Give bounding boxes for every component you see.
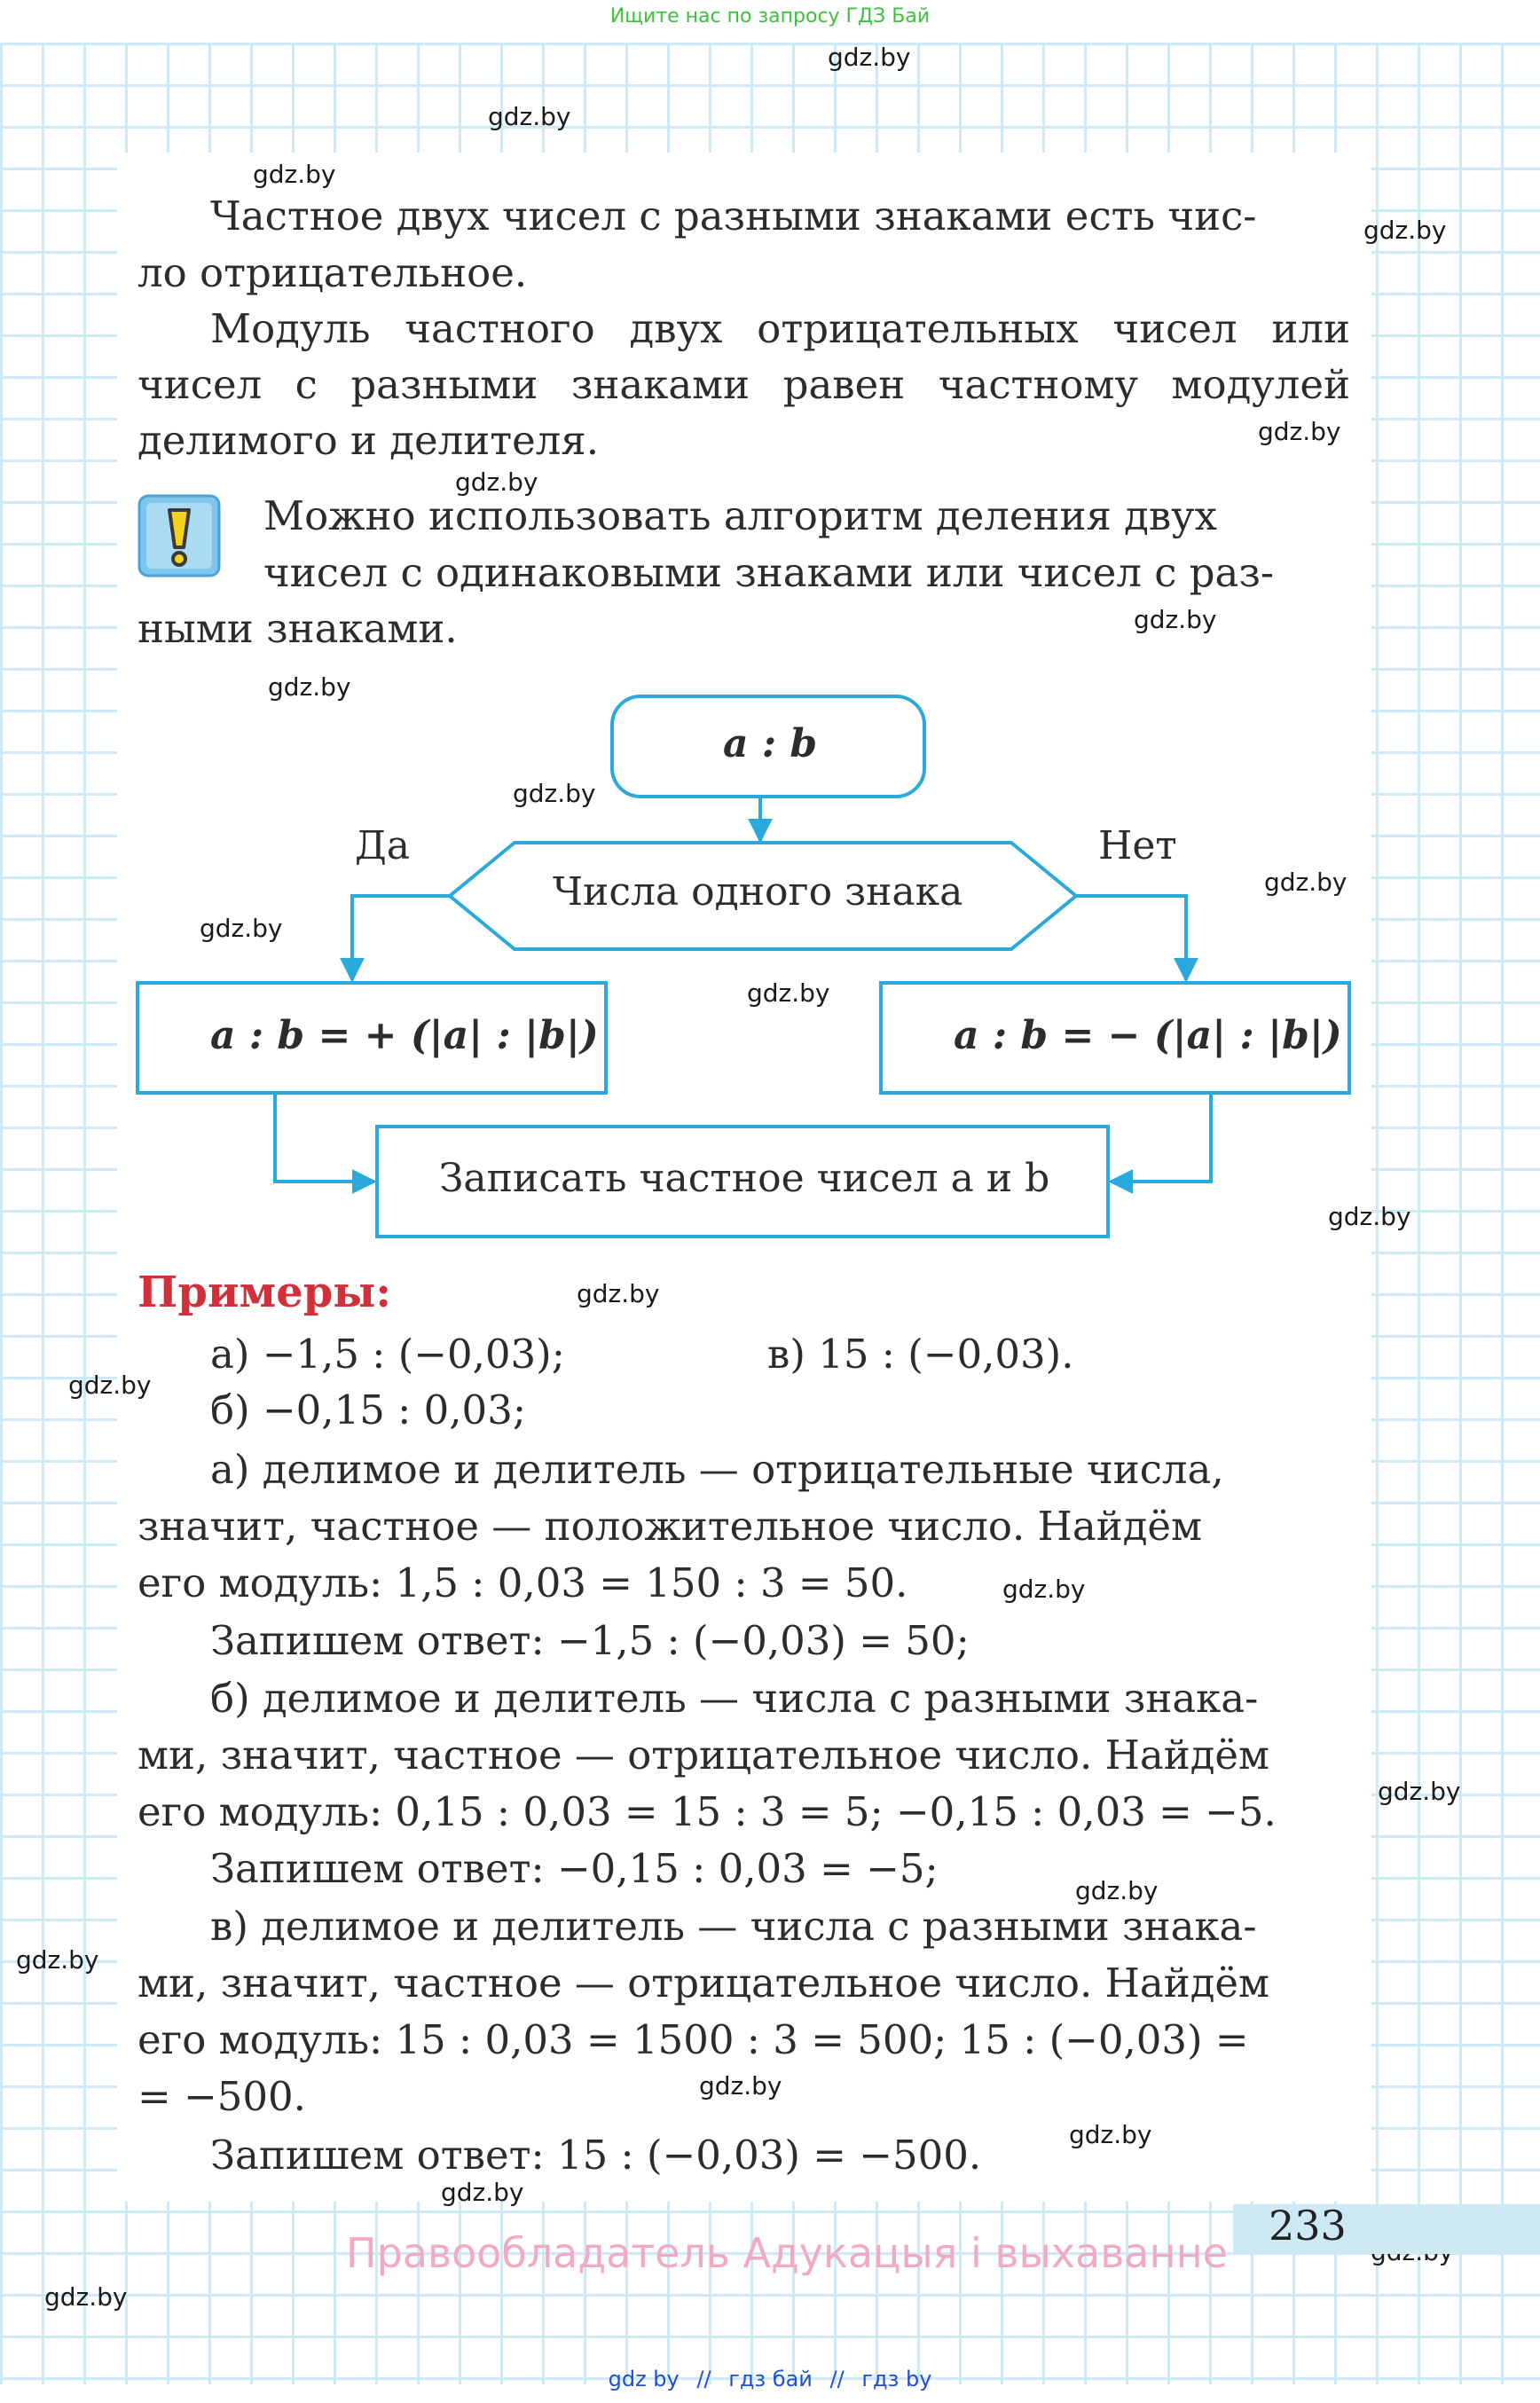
search-hint: Ищите нас по запросу ГДЗ Бай xyxy=(609,5,931,27)
watermark: gdz.by xyxy=(577,1279,660,1308)
watermark: gdz.by xyxy=(1134,605,1217,634)
watermark: gdz.by xyxy=(488,102,571,131)
example-task-b: б) −0,15 : 0,03; xyxy=(210,1386,526,1433)
watermark: gdz.by xyxy=(268,672,351,702)
watermark: gdz.by xyxy=(513,779,596,808)
flowchart-yes-result: a : b = + (|a| : |b|) xyxy=(210,1013,599,1058)
example-task-a: а) −1,5 : (−0,03); xyxy=(210,1331,565,1378)
watermark: gdz.by xyxy=(68,1370,152,1400)
watermark: gdz.by xyxy=(1363,216,1447,245)
flowchart-no-label: Нет xyxy=(1098,823,1177,868)
watermark: gdz.by xyxy=(200,914,283,943)
solution-line: его модуль: 0,15 : 0,03 = 15 : 3 = 5; −0,15 : 0,03 = −5. xyxy=(138,1788,1277,1835)
watermark: gdz.by xyxy=(1328,1202,1411,1231)
watermark: gdz.by xyxy=(44,2282,128,2312)
copyright-notice: Правообладатель Адукацыя і выхаванне xyxy=(346,2229,1228,2277)
rule-text-line: Частное двух чисел с разными знаками есть чис- xyxy=(210,192,1257,240)
solution-line: а) делимое и делитель — отрицательные числа, xyxy=(210,1446,1224,1493)
example-task-v: в) 15 : (−0,03). xyxy=(767,1331,1074,1378)
answer-line: Запишем ответ: 15 : (−0,03) = −500. xyxy=(210,2132,982,2179)
flowchart-end-label: Записать частное чисел a и b xyxy=(439,1156,1050,1201)
solution-line: ми, значит, частное — отрицательное число. Найдём xyxy=(138,1959,1270,2006)
watermark: gdz.by xyxy=(1075,1876,1159,1905)
bottom-links xyxy=(0,2367,1540,2391)
solution-line: б) делимое и делитель — числа с разными знака- xyxy=(210,1675,1259,1722)
watermark: gdz.by xyxy=(1378,1777,1461,1806)
note-text-line: Можно использовать алгоритм деления двух xyxy=(263,492,1218,539)
link-separator: // xyxy=(829,2367,845,2391)
watermark: gdz.by xyxy=(699,2071,782,2101)
link-gdz-bai[interactable]: гдз бай xyxy=(728,2367,813,2391)
rule-paragraph: Модуль частного двух отрицательных чисел или чисел с разными знаками равен частному модулей делимого и делителя. xyxy=(138,305,1350,464)
watermark: gdz.by xyxy=(16,1945,99,1975)
watermark: gdz.by xyxy=(1258,417,1341,446)
link-gdz-by-2[interactable]: гдз by xyxy=(861,2367,932,2391)
note-text-line: чисел с одинаковыми знаками или чисел с раз- xyxy=(263,549,1275,596)
rule-text-line: ло отрицательное. xyxy=(138,249,528,296)
answer-line: Запишем ответ: −0,15 : 0,03 = −5; xyxy=(210,1845,939,1892)
solution-line: ми, значит, частное — отрицательное число. Найдём xyxy=(138,1732,1270,1779)
watermark: gdz.by xyxy=(441,2178,524,2207)
watermark: gdz.by xyxy=(828,43,911,72)
solution-line: значит, частное — положительное число. Найдём xyxy=(138,1503,1203,1550)
answer-line: Запишем ответ: −1,5 : (−0,03) = 50; xyxy=(210,1617,970,1664)
solution-line: в) делимое и делитель — числа с разными знака- xyxy=(210,1903,1257,1950)
flowchart-yes-label: Да xyxy=(355,823,411,868)
watermark: gdz.by xyxy=(455,467,538,497)
watermark: gdz.by xyxy=(1264,868,1348,897)
watermark: gdz.by xyxy=(253,160,336,189)
link-separator: // xyxy=(696,2367,711,2391)
flowchart-start-label: a : b xyxy=(723,721,818,766)
watermark: gdz.by xyxy=(1069,2120,1152,2149)
page-number: 233 xyxy=(1269,2202,1347,2250)
solution-line: его модуль: 15 : 0,03 = 1500 : 3 = 500; 15 : (−0,03) = xyxy=(138,2016,1249,2063)
examples-title: Примеры: xyxy=(138,1268,392,1317)
flowchart-no-result: a : b = − (|a| : |b|) xyxy=(954,1013,1342,1058)
solution-line: его модуль: 1,5 : 0,03 = 150 : 3 = 50. xyxy=(138,1559,908,1606)
watermark: gdz.by xyxy=(747,978,830,1008)
flowchart-decision-label: Числа одного знака xyxy=(553,869,963,915)
link-gdz-by[interactable]: gdz by xyxy=(608,2367,680,2391)
solution-line: = −500. xyxy=(138,2073,306,2120)
watermark: gdz.by xyxy=(1002,1575,1086,1604)
note-text-line: ными знаками. xyxy=(138,605,458,652)
